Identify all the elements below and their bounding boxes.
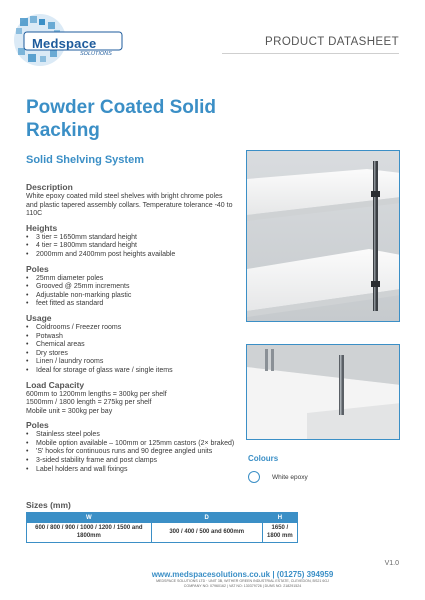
colour-option bbox=[248, 471, 398, 483]
poles-options-section bbox=[26, 420, 236, 474]
list-item: • Ideal for storage of glass ware / single items bbox=[26, 367, 236, 376]
footer-company-info: COMPANY NO: 07960162 | VAT NO: 130379726 | DUNS NO: 218291524 bbox=[183, 584, 302, 588]
product-photo-shelving bbox=[246, 150, 400, 322]
version-label: V1.0 bbox=[384, 560, 399, 567]
table-header-row bbox=[27, 513, 298, 523]
usage-heading: Usage bbox=[26, 312, 52, 323]
list-item: • Stainless steel poles bbox=[26, 431, 236, 440]
sizes-table bbox=[26, 512, 298, 543]
poles-section bbox=[26, 264, 236, 309]
logo-tagline: SOLUTIONS bbox=[80, 51, 112, 57]
list-item: • 3 tier = 1650mm standard height bbox=[26, 234, 236, 243]
column-header-w: W bbox=[27, 513, 152, 523]
list-item: • Chemical areas bbox=[26, 341, 236, 350]
list-item: • 'S' hooks for continuous runs and 90 degree angled units bbox=[26, 448, 236, 457]
load-line: Mobile unit = 300kg per bay bbox=[26, 407, 113, 415]
list-item: • Dry stores bbox=[26, 350, 236, 359]
description-section bbox=[26, 182, 236, 219]
table-cell-w: 600 / 800 / 900 / 1000 / 1200 / 1500 and 1800mm bbox=[27, 523, 152, 543]
product-title: Powder Coated Solid Racking bbox=[26, 97, 217, 141]
table-cell-h: 1650 / 1800 mm bbox=[262, 523, 297, 543]
heights-heading: Heights bbox=[26, 222, 58, 233]
header-divider bbox=[222, 53, 399, 54]
datasheet-label: PRODUCT DATASHEET bbox=[265, 36, 399, 48]
list-item: • Potwash bbox=[26, 333, 236, 342]
list-item: • feet fitted as standard bbox=[26, 300, 236, 309]
table-cell-d: 300 / 400 / 500 and 600mm bbox=[151, 523, 262, 543]
description-text: White epoxy coated mild steel shelves with bright chrome poles and plastic tapered assembly collars. Temperature tolerance -40 to 110C bbox=[26, 193, 233, 218]
logo-text: Medspace bbox=[32, 36, 97, 51]
list-item: • Coldrooms / Freezer rooms bbox=[26, 324, 236, 333]
load-line: 600mm to 1200mm lengths = 300kg per shelf bbox=[26, 390, 167, 398]
list-item: • Linen / laundry rooms bbox=[26, 358, 236, 367]
colour-label: White epoxy bbox=[272, 473, 308, 481]
colours-heading: Colours bbox=[248, 454, 279, 463]
heights-section bbox=[26, 223, 236, 260]
list-item: • Mobile option available – 100mm or 125mm castors (2× braked) bbox=[26, 440, 236, 449]
spec-content bbox=[26, 182, 236, 474]
footer-contact: www.medspacesolutions.co.uk | (01275) 394959 bbox=[151, 570, 334, 579]
poles-options-heading: Poles bbox=[26, 420, 49, 431]
list-item: • Label holders and wall fixings bbox=[26, 466, 236, 475]
list-item: • 4 tier = 1800mm standard height bbox=[26, 242, 236, 251]
sizes-heading: Sizes (mm) bbox=[26, 500, 71, 510]
column-header-d: D bbox=[151, 513, 262, 523]
white-epoxy-swatch bbox=[248, 471, 260, 483]
medspace-logo bbox=[10, 10, 130, 70]
poles-heading: Poles bbox=[26, 263, 49, 274]
product-subtitle: Solid Shelving System bbox=[26, 154, 144, 166]
load-line: 1500mm / 1800 length = 275kg per shelf bbox=[26, 399, 152, 407]
product-photo-corner bbox=[246, 344, 400, 440]
list-item: • 3-sided stability frame and post clamps bbox=[26, 457, 236, 466]
list-item: • 25mm diameter poles bbox=[26, 275, 236, 284]
list-item: • 2000mm and 2400mm post heights available bbox=[26, 251, 236, 260]
footer-address: MEDSPACE SOLUTIONS LTD · UNIT 3B, WITHER GREEN INDUSTRIAL ESTATE, CLEVEDON, BS21 6GJ bbox=[156, 579, 329, 583]
list-item: • Grooved @ 25mm increments bbox=[26, 283, 236, 292]
load-capacity-section bbox=[26, 380, 236, 417]
column-header-h: H bbox=[262, 513, 297, 523]
colours-panel bbox=[248, 454, 398, 483]
footer bbox=[0, 570, 425, 589]
list-item: • Adjustable non-marking plastic bbox=[26, 292, 236, 301]
load-capacity-heading: Load Capacity bbox=[26, 379, 85, 390]
table-row bbox=[27, 523, 298, 543]
usage-section bbox=[26, 313, 236, 376]
description-heading: Description bbox=[26, 182, 73, 192]
